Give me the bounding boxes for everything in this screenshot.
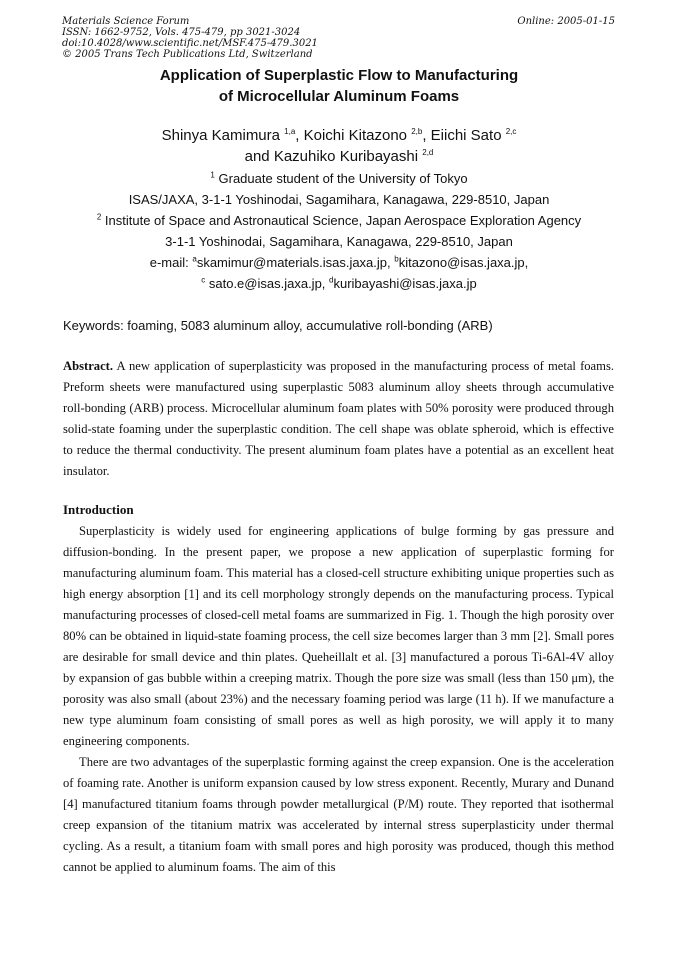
author-name: , Koichi Kitazono	[295, 127, 408, 144]
affiliation-2-address: 3-1-1 Yoshinodai, Sagamihara, Kanagawa, 229-8510, Japan	[165, 234, 513, 249]
affiliation-name: Graduate student of the University of Tokyo	[218, 171, 468, 186]
introduction-body	[63, 521, 614, 878]
author-sup: 2,d	[422, 148, 434, 157]
author-sup: 2,c	[505, 127, 517, 136]
author-sup: 1,a	[284, 127, 296, 136]
author-name: , Eiichi Sato	[422, 127, 502, 144]
email-sup: a	[192, 254, 197, 264]
journal-name: Materials Science Forum	[62, 16, 190, 27]
authors-line1	[0, 125, 678, 147]
author-sup: 2,b	[411, 127, 423, 136]
doi-line: doi:10.4028/www.scientific.net/MSF.475-479.3021	[62, 38, 318, 49]
email-sup: d	[329, 275, 334, 285]
affiliation-number: 1	[210, 170, 215, 180]
copyright-line: © 2005 Trans Tech Publications Ltd, Switzerland	[62, 49, 313, 60]
email-sup: c	[201, 275, 206, 285]
affiliation-number: 2	[96, 212, 102, 222]
author-name: Shinya Kamimura	[161, 127, 280, 144]
affiliation-1-address: ISAS/JAXA, 3-1-1 Yoshinodai, Sagamihara, Kanagawa, 229-8510, Japan	[128, 192, 550, 207]
paper-title-line2: of Microcellular Aluminum Foams	[218, 88, 460, 105]
keywords: Keywords: foaming, 5083 aluminum alloy, accumulative roll-bonding (ARB)	[63, 318, 493, 333]
intro-paragraph-1: Superplasticity is widely used for engineering applications of bulge forming by gas pressure and diffusion-bonding. In the present paper, we propose a new application of superplastic forming for manufacturing aluminum foam. This material has a closed-cell structure exhibiting unique properties such as high energy absorption [1] and its cell morphology strongly depends on the manufacturing process. Typical manufacturing processes of closed-cell metal foams are summarized in Fig. 1. Though the high porosity over 80% can be obtained in liquid-state foaming process, the cell size becomes larger than 3 mm [2]. Small pores are desirable for small device and thin plates. Queheillalt et al. [3] manufactured a porous Ti-6Al-4V alloy by expansion of gas bubble within a creeping matrix. Though the pore size was small (less than 150 μm), the porosity was also small (about 23%) and the necessary foaming period was large (11 h). If we manufacture a new type aluminum foam consisting of small pores as well as high porosity, we will apply it to many engineering components.	[63, 524, 614, 748]
online-date: Online: 2005-01-15	[517, 16, 615, 27]
intro-paragraph-2: There are two advantages of the superplastic forming against the creep expansion. One is the acceleration of foaming rate. Another is uniform expansion caused by low stress exponent. Recently, Murary and Dunand [4] manufactured titanium foams through powder metallurgical (P/M) route. They reported that isothermal creep expansion of the titanium matrix was accelerated by internal stress superplasticity under thermal cycling. As a result, a titanium foam with small pores and high porosity was produced, though this method cannot be applied to aluminum foams. The aim of this	[63, 755, 614, 874]
email-d: kuribayashi@isas.jaxa.jp	[333, 276, 477, 291]
affiliation-1	[0, 168, 678, 189]
authors-line2	[0, 146, 678, 168]
abstract	[63, 356, 614, 482]
abstract-label: Abstract.	[63, 359, 114, 373]
issn-line: ISSN: 1662-9752, Vols. 475-479, pp 3021-3024	[62, 27, 301, 38]
email-a: skamimur@materials.isas.jaxa.jp,	[196, 255, 395, 270]
author-name: and Kazuhiko Kuribayashi	[244, 148, 419, 165]
email-prefix: e-mail:	[149, 255, 193, 270]
email-line1	[0, 252, 678, 273]
paper-title-line1: Application of Superplastic Flow to Manufacturing	[159, 67, 519, 84]
section-heading-introduction: Introduction	[63, 502, 134, 517]
abstract-text: A new application of superplasticity was proposed in the manufacturing process of metal foams. Preform sheets were manufactured using superplastic 5083 aluminum alloy sheets through accumulative roll-bonding (ARB) process. Microcellular aluminum foam plates with 50% porosity were produced through solid-state foaming under the superplastic condition. The cell shape was oblate spheroid, which is effective to reduce the thermal conductivity. The present aluminum foam plates have a potential as an excellent heat insulator.	[63, 359, 614, 478]
email-sup: b	[394, 254, 399, 264]
affiliation-name: Institute of Space and Astronautical Science, Japan Aerospace Exploration Agency	[104, 213, 582, 228]
email-b: kitazono@isas.jaxa.jp,	[398, 255, 529, 270]
email-c: sato.e@isas.jaxa.jp,	[208, 276, 330, 291]
email-line2	[0, 273, 678, 294]
affiliation-2	[0, 210, 678, 231]
